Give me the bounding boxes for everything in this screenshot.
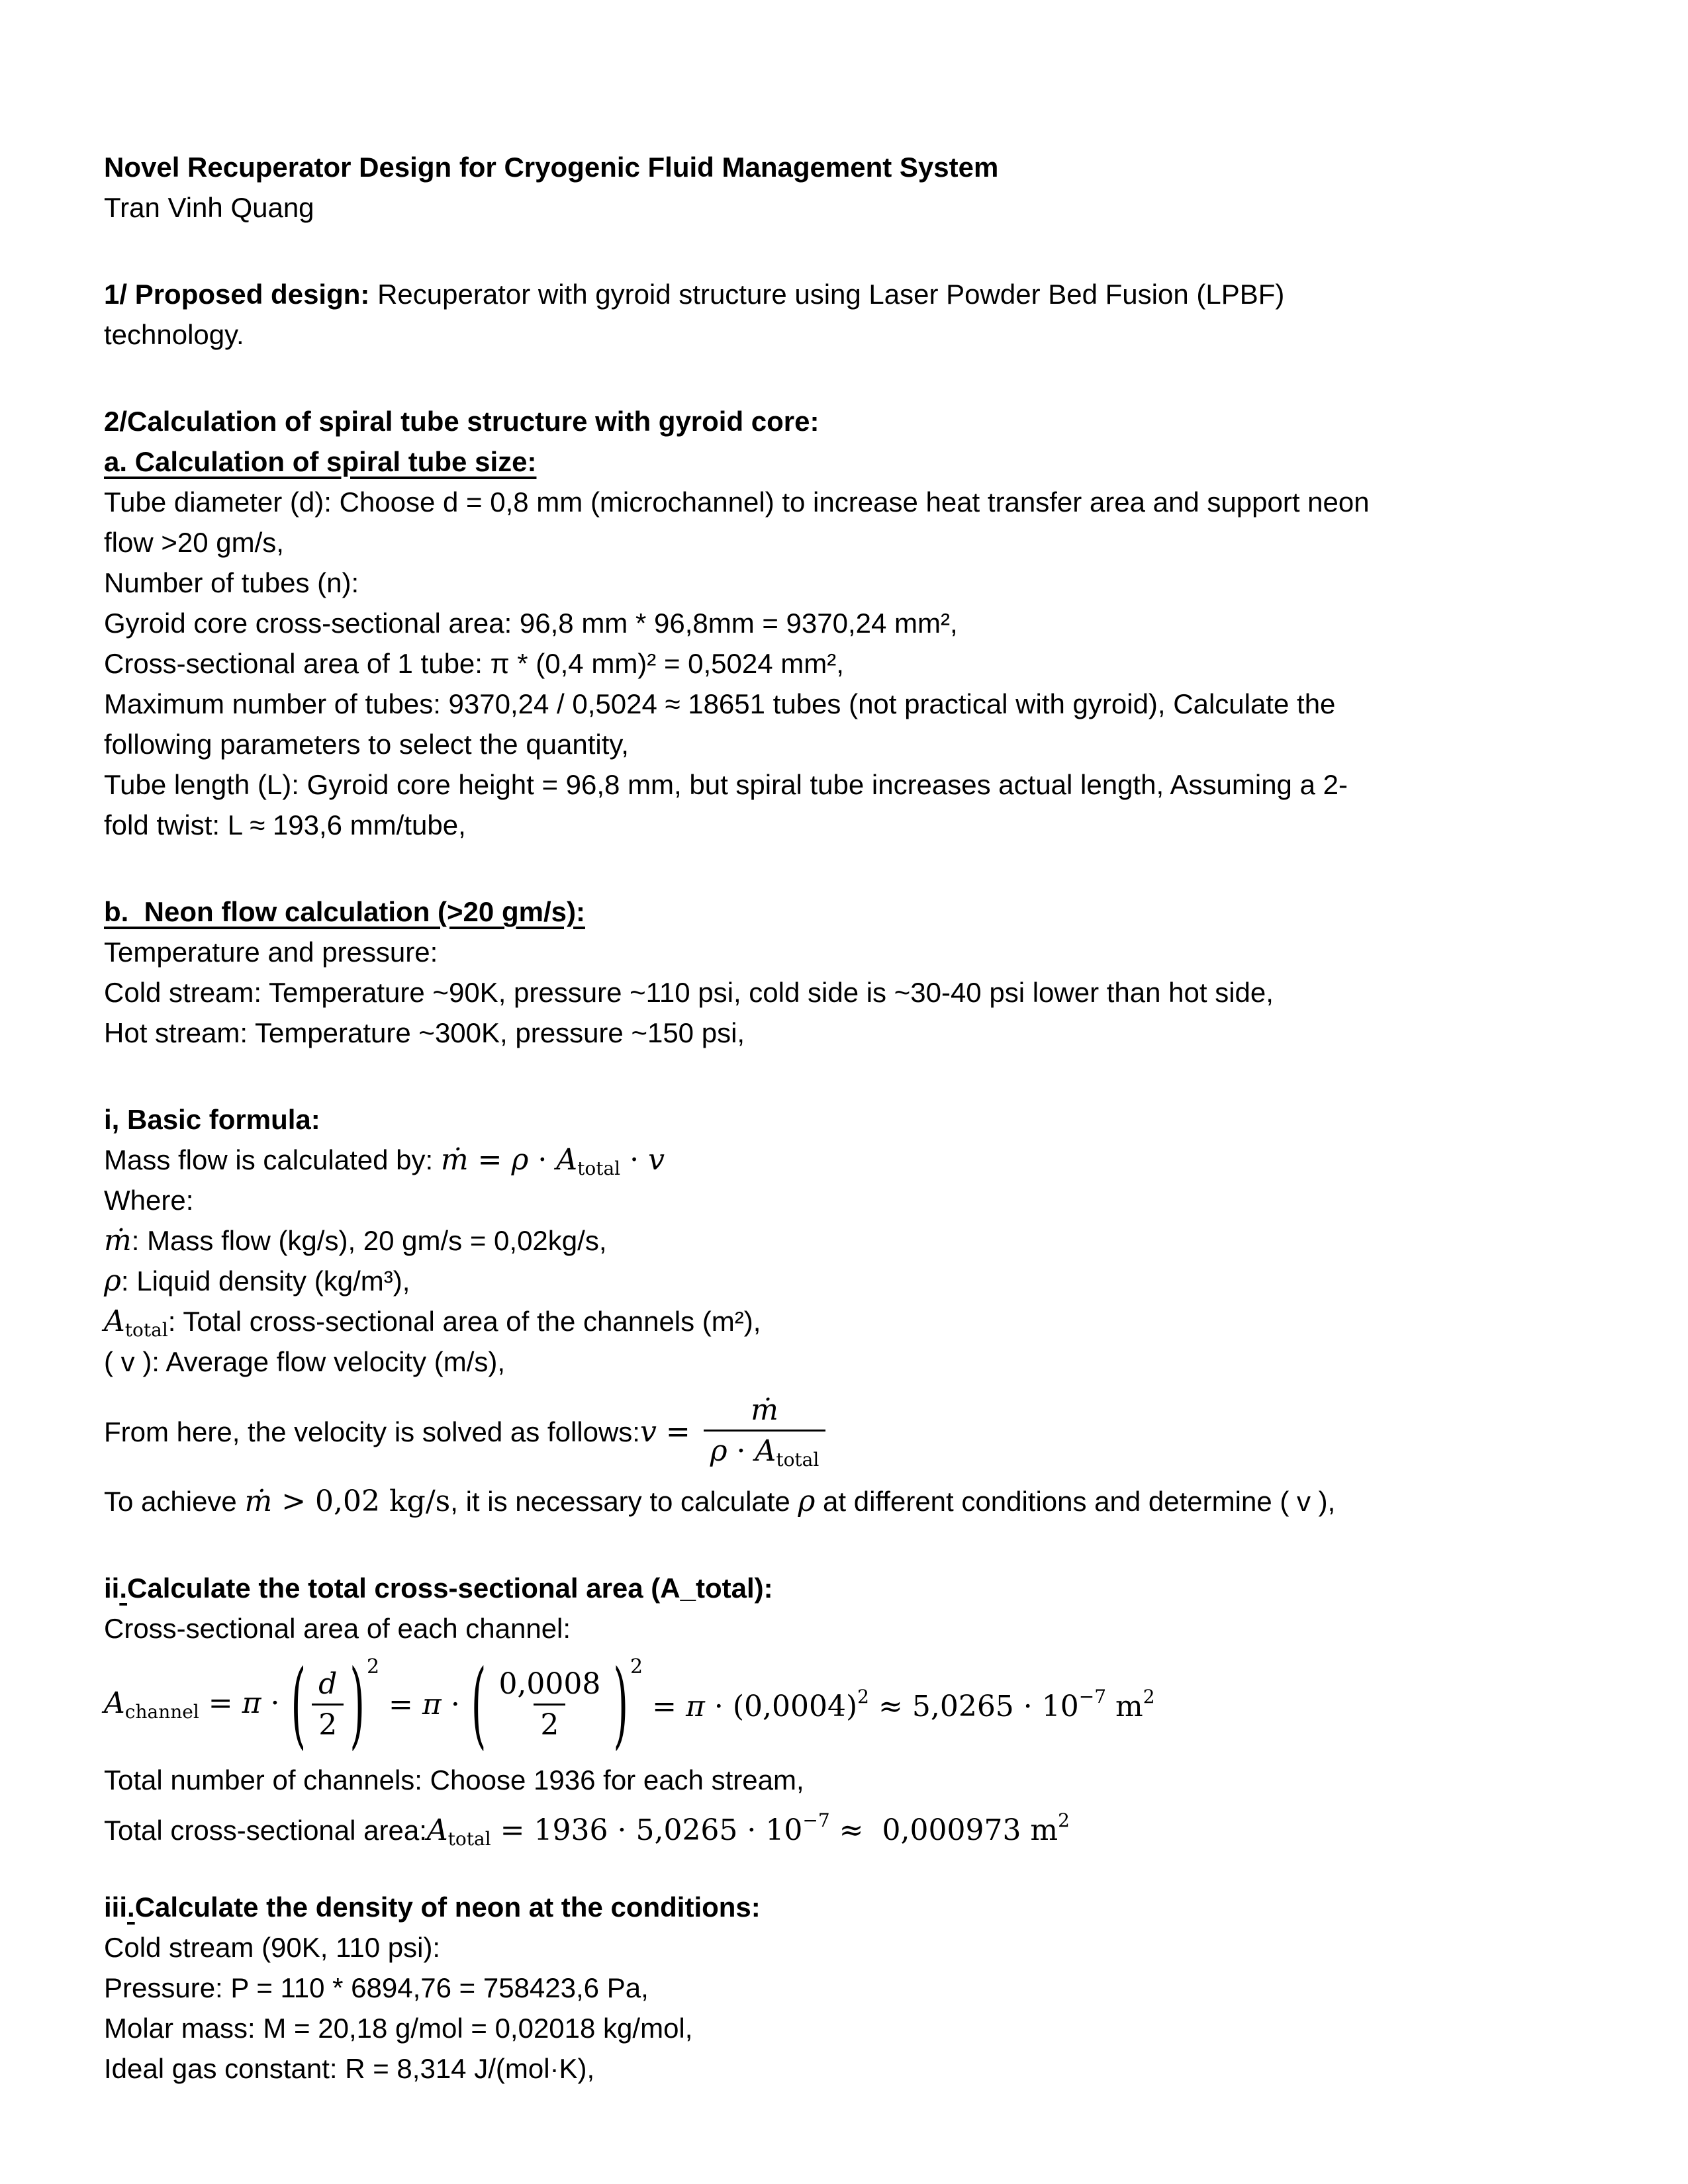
section2a-heading: a. Calculation of spiral tube size: — [104, 446, 537, 477]
s2a-p4: Cross-sectional area of 1 tube: π * (0,4 mm)² = 0,5024 mm², — [104, 648, 844, 679]
section1-text: Recuperator with gyroid structure using Laser Powder Bed Fusion (LPBF) — [369, 279, 1285, 310]
section-ii-heading: ii.Calculate the total cross-sectional area (A_total): — [104, 1572, 773, 1604]
math-A: A — [104, 1304, 125, 1338]
s2a-p3: Gyroid core cross-sectional area: 96,8 mm * 96,8mm = 9370,24 mm², — [104, 608, 958, 639]
section1-line1 — [104, 274, 1582, 314]
squared-exponent: 2 — [630, 1655, 643, 1678]
blank-line — [104, 1841, 1582, 1887]
00008-over-2-fraction: $\frac{0,0008}{2}$ — [498, 1666, 601, 1742]
velocity-intro: From here, the velocity is solved as follows:v = — [104, 1414, 700, 1449]
blank-line — [104, 1053, 1582, 1099]
achannel-lhs: Achannel = π · — [104, 1686, 289, 1723]
def-velocity: ( v ): Average flow velocity (m/s), — [104, 1346, 506, 1377]
def-atotal: Atotal: Total cross-sectional area of the channels (m²), — [104, 1304, 761, 1341]
siii-p2: Pressure: P = 110 * 6894,76 = 758423,6 Pa, — [104, 1972, 649, 2003]
s2a-p2: Number of tubes (n): — [104, 567, 359, 598]
s2b-p1: Temperature and pressure: — [104, 936, 438, 968]
math-v: v — [639, 1414, 657, 1449]
s2a-p1-line1: Tube diameter (d): Choose d = 0,8 mm (microchannel) to increase heat transfer area and support neon — [104, 486, 1370, 518]
achannel-result: = $\pi \cdot (0,0004)^2 \approx 5,0265 \cdot 10^{-7}$ $m^2$ — [643, 1685, 1155, 1723]
math-sub-total: total — [124, 1319, 168, 1341]
section1-line2: technology. — [104, 319, 244, 350]
to-achieve-line: To achieve ṁ > 0,02 kg/s, it is necessary to calculate ρ at different conditions and determine ( v ), — [104, 1484, 1336, 1518]
s2b-p3: Hot stream: Temperature ~300K, pressure ~150 psi, — [104, 1017, 745, 1048]
blank-line — [104, 355, 1582, 401]
def-mdot: ṁ: Mass flow (kg/s), 20 gm/s = 0,02kg/s, — [104, 1224, 607, 1257]
exponent-minus7: −7 — [1078, 1685, 1107, 1707]
d-over-2-fraction: $\frac{d}{2}$ — [312, 1667, 344, 1742]
s2a-p5-line1: Maximum number of tubes: 9370,24 / 0,5024 ≈ 18651 tubes (not practical with gyroid), Calculate the — [104, 688, 1336, 719]
math-cond-value: 0,02 — [315, 1484, 381, 1518]
where-label: Where: — [104, 1185, 194, 1216]
big-left-paren: ( — [471, 1649, 487, 1760]
math-rho: ρ — [511, 1143, 529, 1177]
page-title: Novel Recuperator Design for Cryogenic Fluid Management System — [104, 152, 999, 183]
velocity-formula-line — [104, 1382, 1582, 1481]
exponent-minus7: −7 — [802, 1809, 830, 1831]
s2a-p5-line2: following parameters to select the quantity, — [104, 729, 629, 760]
math-A: A — [556, 1143, 578, 1177]
section2-heading: 2/Calculation of spiral tube structure with gyroid core: — [104, 406, 820, 437]
math-sub-total: total — [577, 1158, 621, 1179]
math-mdot: ṁ — [104, 1224, 132, 1257]
siii-p3: Molar mass: M = 20,18 g/mol = 0,02018 kg/mol, — [104, 2013, 693, 2044]
sii-p1: Cross-sectional area of each channel: — [104, 1613, 571, 1644]
s2a-p6-line1: Tube length (L): Gyroid core height = 96,8 mm, but spiral tube increases actual length, Assuming a 2- — [104, 769, 1348, 800]
math-v: v — [648, 1143, 665, 1177]
siii-p4: Ideal gas constant: R = 8,314 J/(mol·K), — [104, 2053, 595, 2084]
math-mdot: ṁ — [440, 1143, 469, 1177]
math-cond-unit: kg/s — [380, 1484, 451, 1518]
math-rho: ρ — [798, 1484, 816, 1518]
massflow-formula-line: Mass flow is calculated by: ṁ = ρ · Atotal · v — [104, 1143, 665, 1179]
atotal-result: 0,000973 — [872, 1813, 1021, 1847]
massflow-intro: Mass flow is calculated by: — [104, 1144, 441, 1175]
author: Tran Vinh Quang — [104, 192, 314, 223]
blank-line — [104, 228, 1582, 274]
blank-line — [104, 1522, 1582, 1568]
def-rho: ρ: Liquid density (kg/m³), — [104, 1264, 410, 1298]
s2b-p2: Cold stream: Temperature ~90K, pressure ~110 psi, cold side is ~30-40 psi lower than hot side, — [104, 977, 1274, 1008]
s2a-p1-line2: flow >20 gm/s, — [104, 527, 284, 558]
section-iii-heading: iii.Calculate the density of neon at the conditions: — [104, 1891, 761, 1923]
underlined-dot: . — [127, 1891, 135, 1923]
section-i-heading: i, Basic formula: — [104, 1104, 320, 1135]
math-mdot: ṁ — [244, 1484, 273, 1518]
achannel-formula-line: Achannel = π · ( $\frac{d}{2}$ ) 2 = π · ( $\frac{0,0008}{2}$ ) 2 = $\pi \cdot (0,0004)^2 \approx 5,0265 \cdot 10^{-7}$ $m^2$ — [104, 1649, 1155, 1760]
section1-label: 1/ Proposed design: — [104, 279, 370, 310]
math-rho: ρ — [104, 1264, 121, 1298]
squared-exponent: 2 — [366, 1655, 380, 1678]
fraction-numerator: ṁ — [751, 1392, 778, 1427]
section2b-heading: b. Neon flow calculation (>20 gm/s): — [104, 896, 585, 927]
big-left-paren: ( — [291, 1649, 306, 1760]
sii-p3-atotal-line: Total cross-sectional area:Atotal = $1936 \cdot 5,0265 \cdot 10^{-7} \approx 0,000973$ $m^2$ — [104, 1809, 1070, 1850]
siii-p1: Cold stream (90K, 110 psi): — [104, 1932, 441, 1963]
s2a-p6-line2: fold twist: L ≈ 193,6 mm/tube, — [104, 809, 466, 841]
underlined-dot: . — [119, 1572, 128, 1604]
big-right-paren: ) — [350, 1649, 365, 1760]
fraction-denominator: ρ · Atotal — [704, 1430, 826, 1471]
atotal-expression: 1936 · 5,0265 · 10 — [534, 1813, 803, 1847]
velocity-fraction — [704, 1393, 826, 1471]
sii-p2: Total number of channels: Choose 1936 for each stream, — [104, 1764, 804, 1796]
blank-line — [104, 845, 1582, 891]
big-right-paren: ) — [613, 1649, 629, 1760]
